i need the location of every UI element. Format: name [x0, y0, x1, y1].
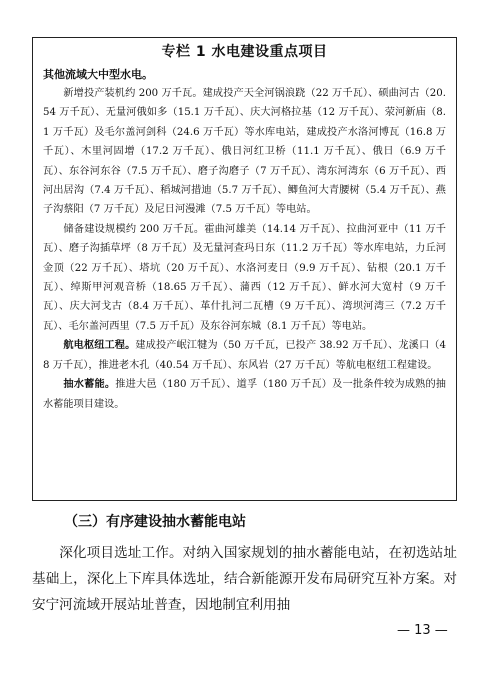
section-heading: （三）有序建设抽水蓄能电站: [64, 514, 246, 530]
feature-box: [32, 37, 457, 501]
box-paragraph-4-lead: 抽水蓄能。: [63, 379, 116, 391]
box-title: 专栏 1 水电建设重点项目: [161, 44, 328, 60]
page-number: — 13 —: [397, 623, 448, 638]
box-paragraph-2: 储备建设规模约 200 万千瓦。霍曲河雄美（14.14 万千瓦）、拉曲河亚中（11 万千瓦）、磨子沟插草坪（8 万千瓦）及无量河查玛日东（11.2 万千瓦）等水库电站，力丘河金顶（22 万千瓦）、塔坑（20 万千瓦）、水洛河麦日（9.9 万千瓦）、钻根（20.1 万千瓦）、绰斯甲河观音桥（18.65 万千瓦）、蒲西（12 万千瓦）、鲜水河大宽村（9 万千瓦）、庆大河戈古（8.4 万千瓦）、革什扎河二瓦槽（9 万千瓦）、湾坝河湾三（7.2 万千瓦）、毛尔盖河西里（7.5 万千瓦）及东谷河东城（8.1 万千瓦）等电站。: [43, 223, 446, 332]
box-paragraph-3: [43, 336, 446, 375]
box-paragraph-4: [43, 375, 446, 414]
box-paragraph-4-text: 推进大邑（180 万千瓦）、道孚（180 万千瓦）及一批条件较为成熟的抽水蓄能项目建设。: [43, 379, 446, 410]
box-paragraph-1: 新增投产装机约 200 万千瓦。建成投产天全河锅浪跷（22 万千瓦）、硕曲河古（20.54 万千瓦）、无量河俄如多（15.1 万千瓦）、庆大河格拉基（12 万千瓦）、荥河新庙（8.1 万千瓦）及毛尔盖河剑科（24.6 万千瓦）等水库电站，建成投产水洛河博瓦（16.8 万千瓦）、木里河固增（17.2 万千瓦）、俄日河红卫桥（11.1 万千瓦）、俄日（6.9 万千瓦）、东谷河东谷（7.5 万千瓦）、磨子沟磨子（7 万千瓦）、湾东河湾东（6 万千瓦）、西河出居沟（7.4 万千瓦）、稻城河措迪（5.7 万千瓦）、鲫鱼河大青腰树（5.4 万千瓦）、燕子沟蔡阳（7 万千瓦）及尼日河漫滩（7.5 万千瓦）等电站。: [43, 88, 446, 216]
section-body: 深化项目选址工作。对纳入国家规划的抽水蓄能电站，在初选站址基础上，深化上下库具体选址，结合新能源开发布局研究互补方案。对安宁河流域开展站址普查，因地制宜利用抽: [32, 545, 457, 613]
box-paragraph-3-lead: 航电枢纽工程。: [63, 340, 136, 352]
box-subheading: 其他流域大中型水电。: [43, 68, 153, 81]
box-paragraph-3-text: 建成投产岷江犍为（50 万千瓦，已投产 38.92 万千瓦）、龙溪口（48 万千瓦），推进老木孔（40.54 万千瓦）、东风岩（27 万千瓦）等航电枢纽工程建设。: [43, 340, 446, 371]
